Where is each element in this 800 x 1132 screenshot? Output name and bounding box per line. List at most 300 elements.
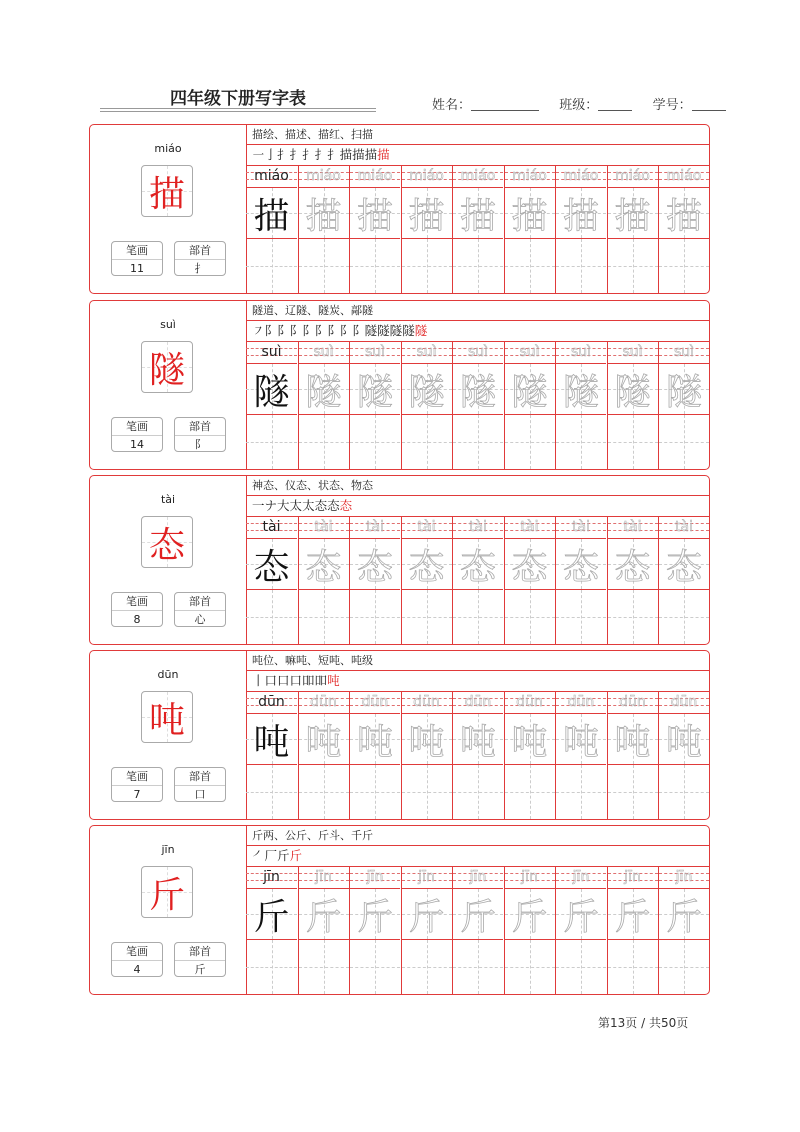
trace-pinyin: jīn bbox=[572, 869, 590, 885]
blank-practice-box[interactable] bbox=[505, 590, 555, 644]
trace-char: 态 bbox=[614, 546, 651, 588]
trace-char: 斤 bbox=[614, 896, 651, 938]
stroke-step: 吅 bbox=[302, 673, 315, 688]
practice-cell[interactable] bbox=[555, 341, 606, 469]
trace-pinyin: dūn bbox=[413, 694, 440, 710]
char-display: 隧 bbox=[148, 349, 185, 391]
blank-practice-box[interactable] bbox=[608, 940, 658, 994]
page-counter: 第13页 / 共50页 bbox=[598, 1016, 689, 1030]
practice-cell[interactable] bbox=[298, 165, 349, 293]
model-pinyin: miáo bbox=[254, 168, 289, 184]
trace-pinyin: suì bbox=[467, 344, 489, 360]
trace-char: 态 bbox=[356, 546, 393, 588]
practice-cell[interactable] bbox=[607, 866, 658, 994]
stroke-step: 阝 bbox=[339, 323, 353, 338]
tian-grid bbox=[505, 187, 555, 239]
char-info-panel bbox=[90, 476, 247, 644]
tian-grid bbox=[556, 713, 606, 765]
practice-panel bbox=[246, 476, 709, 644]
stroke-step: 隧 bbox=[402, 323, 415, 338]
trace-char: 态 bbox=[665, 546, 702, 588]
blank-practice-box[interactable] bbox=[608, 415, 658, 469]
number-field[interactable] bbox=[692, 98, 726, 111]
example-words: 神态、仪态、状态、物态 bbox=[246, 476, 709, 496]
tian-grid bbox=[608, 363, 658, 415]
trace-pinyin: miáo bbox=[409, 168, 444, 184]
trace-char: 吨 bbox=[562, 721, 599, 763]
practice-cell[interactable] bbox=[401, 691, 452, 819]
trace-char: 吨 bbox=[459, 721, 496, 763]
trace-pinyin: dūn bbox=[619, 694, 646, 710]
char-info-panel bbox=[90, 301, 247, 469]
radical-label: 部首 bbox=[175, 943, 225, 961]
blank-practice-box[interactable] bbox=[453, 940, 503, 994]
tian-grid bbox=[556, 187, 606, 239]
example-words: 隧道、辽隧、隧炭、鄗隧 bbox=[246, 301, 709, 321]
blank-practice-box[interactable] bbox=[453, 765, 503, 819]
tian-grid bbox=[453, 363, 503, 415]
practice-cell[interactable] bbox=[401, 165, 452, 293]
stroke-step: 阝 bbox=[314, 323, 328, 338]
tian-grid bbox=[608, 713, 658, 765]
tian-grid bbox=[659, 187, 709, 239]
tian-grid bbox=[246, 187, 297, 239]
model-pinyin: tài bbox=[262, 519, 281, 535]
practice-cell[interactable] bbox=[246, 165, 297, 293]
radical-value: 心 bbox=[194, 613, 206, 626]
blank-practice-box[interactable] bbox=[350, 415, 400, 469]
stroke-step: 口 bbox=[277, 673, 290, 688]
char-display: 态 bbox=[148, 524, 185, 566]
tian-grid bbox=[350, 187, 400, 239]
radical-box bbox=[174, 767, 226, 802]
blank-practice-box[interactable] bbox=[402, 239, 452, 293]
stroke-step: 态 bbox=[327, 498, 340, 513]
trace-char: 隧 bbox=[305, 371, 342, 413]
practice-cell[interactable] bbox=[658, 516, 709, 644]
practice-cell[interactable] bbox=[246, 691, 297, 819]
tian-grid bbox=[556, 888, 606, 940]
stroke-step: 描 bbox=[352, 147, 365, 162]
blank-practice-box[interactable] bbox=[246, 415, 297, 469]
char-display: 描 bbox=[148, 173, 185, 215]
char-pinyin: suì bbox=[160, 318, 176, 331]
blank-practice-box[interactable] bbox=[402, 940, 452, 994]
char-card bbox=[89, 124, 710, 294]
stroke-step: 扌 bbox=[302, 147, 315, 162]
tian-grid bbox=[608, 888, 658, 940]
strokes-value: 4 bbox=[133, 963, 141, 976]
stroke-step: 阝 bbox=[264, 323, 278, 338]
tian-grid bbox=[246, 888, 297, 940]
stroke-step: 隧 bbox=[377, 323, 390, 338]
radical-value: 斤 bbox=[194, 963, 206, 976]
blank-practice-box[interactable] bbox=[402, 590, 452, 644]
example-words: 吨位、嘛吨、短吨、吨级 bbox=[246, 651, 709, 671]
blank-practice-box[interactable] bbox=[350, 940, 400, 994]
strokes-box bbox=[111, 241, 163, 276]
title-underline-2 bbox=[100, 111, 376, 112]
practice-cell[interactable] bbox=[349, 516, 400, 644]
stroke-order bbox=[246, 670, 709, 692]
practice-cell[interactable] bbox=[298, 341, 349, 469]
practice-panel bbox=[246, 301, 709, 469]
blank-practice-box[interactable] bbox=[453, 590, 503, 644]
tian-grid bbox=[505, 538, 555, 590]
stroke-step: 厂 bbox=[264, 848, 278, 863]
tian-grid bbox=[556, 538, 606, 590]
stroke-step: 扌 bbox=[277, 147, 290, 162]
practice-grid bbox=[246, 691, 709, 820]
practice-cell[interactable] bbox=[349, 866, 400, 994]
trace-char: 隧 bbox=[459, 371, 496, 413]
practice-cell[interactable] bbox=[452, 341, 503, 469]
practice-cell[interactable] bbox=[298, 866, 349, 994]
stroke-step: 阝 bbox=[289, 323, 303, 338]
trace-char: 斤 bbox=[562, 896, 599, 938]
radical-box bbox=[174, 592, 226, 627]
blank-practice-box[interactable] bbox=[350, 590, 400, 644]
trace-char: 隧 bbox=[408, 371, 445, 413]
char-display: 斤 bbox=[148, 874, 185, 916]
practice-cell[interactable] bbox=[658, 866, 709, 994]
trace-pinyin: suì bbox=[673, 344, 695, 360]
trace-pinyin: tài bbox=[675, 519, 693, 535]
trace-char: 斤 bbox=[459, 896, 496, 938]
practice-cell[interactable] bbox=[504, 866, 555, 994]
practice-grid bbox=[246, 165, 709, 294]
trace-char: 描 bbox=[562, 195, 599, 237]
tian-grid bbox=[299, 363, 349, 415]
radical-box bbox=[174, 241, 226, 276]
char-info-panel bbox=[90, 826, 247, 994]
trace-pinyin: tài bbox=[623, 519, 642, 535]
blank-practice-box[interactable] bbox=[299, 765, 349, 819]
practice-cell[interactable] bbox=[555, 866, 606, 994]
practice-cell[interactable] bbox=[401, 516, 452, 644]
model-char: 斤 bbox=[253, 896, 290, 938]
tian-grid bbox=[299, 713, 349, 765]
practice-cell[interactable] bbox=[658, 691, 709, 819]
radical-value: 扌 bbox=[194, 262, 206, 275]
trace-char: 描 bbox=[459, 195, 496, 237]
stroke-step: 阝 bbox=[327, 323, 340, 338]
strokes-value: 11 bbox=[130, 262, 144, 275]
stroke-step: 描 bbox=[339, 147, 353, 162]
stroke-step: 隧 bbox=[389, 323, 403, 338]
blank-practice-box[interactable] bbox=[556, 239, 606, 293]
strokes-label: 笔画 bbox=[112, 242, 162, 260]
trace-pinyin: tài bbox=[417, 519, 436, 535]
title-underline bbox=[100, 108, 376, 109]
blank-practice-box[interactable] bbox=[246, 940, 297, 994]
trace-pinyin: jīn bbox=[366, 869, 384, 885]
trace-char: 隧 bbox=[665, 371, 702, 413]
tian-grid bbox=[299, 187, 349, 239]
trace-char: 斤 bbox=[305, 896, 342, 938]
trace-pinyin: jīn bbox=[315, 869, 332, 885]
trace-pinyin: dūn bbox=[464, 694, 492, 710]
blank-practice-box[interactable] bbox=[608, 590, 658, 644]
trace-pinyin: dūn bbox=[310, 694, 337, 710]
char-display-box bbox=[141, 165, 193, 217]
strokes-value: 7 bbox=[133, 788, 141, 801]
radical-value: 口 bbox=[194, 788, 206, 801]
trace-pinyin: suì bbox=[622, 344, 643, 360]
blank-practice-box[interactable] bbox=[659, 590, 709, 644]
practice-panel bbox=[246, 826, 709, 994]
practice-cell[interactable] bbox=[555, 516, 606, 644]
class-field[interactable] bbox=[598, 98, 632, 111]
blank-practice-box[interactable] bbox=[505, 239, 555, 293]
tian-grid bbox=[350, 363, 400, 415]
trace-pinyin: dūn bbox=[670, 694, 698, 710]
trace-char: 吨 bbox=[665, 721, 702, 763]
trace-char: 斤 bbox=[408, 896, 445, 938]
model-pinyin: dūn bbox=[258, 694, 285, 710]
blank-practice-box[interactable] bbox=[246, 590, 297, 644]
practice-cell[interactable] bbox=[349, 691, 400, 819]
practice-cell[interactable] bbox=[246, 341, 297, 469]
model-char: 吨 bbox=[253, 721, 290, 763]
blank-practice-box[interactable] bbox=[402, 415, 452, 469]
practice-cell[interactable] bbox=[658, 165, 709, 293]
practice-cell[interactable] bbox=[504, 691, 555, 819]
char-pinyin: dūn bbox=[157, 668, 179, 681]
trace-char: 斤 bbox=[665, 896, 702, 938]
practice-cell[interactable] bbox=[658, 341, 709, 469]
tian-grid bbox=[453, 713, 503, 765]
stroke-step: 口 bbox=[289, 673, 303, 688]
char-card bbox=[89, 300, 710, 470]
trace-char: 态 bbox=[562, 546, 599, 588]
stroke-step: 阝 bbox=[277, 323, 290, 338]
trace-char: 态 bbox=[459, 546, 496, 588]
blank-practice-box[interactable] bbox=[453, 239, 503, 293]
trace-pinyin: jīn bbox=[521, 869, 538, 885]
tian-grid bbox=[659, 363, 709, 415]
model-pinyin: jīn bbox=[263, 869, 280, 885]
blank-practice-box[interactable] bbox=[659, 415, 709, 469]
char-card bbox=[89, 825, 710, 995]
trace-char: 吨 bbox=[614, 721, 651, 763]
stroke-step: 吨 bbox=[327, 673, 340, 688]
blank-practice-box[interactable] bbox=[505, 765, 555, 819]
stroke-step: 大 bbox=[277, 498, 290, 513]
trace-char: 吨 bbox=[305, 721, 342, 763]
trace-char: 隧 bbox=[562, 371, 599, 413]
example-words: 描绘、描述、描红、扫描 bbox=[246, 125, 709, 145]
strokes-value: 14 bbox=[130, 438, 144, 451]
trace-char: 吨 bbox=[511, 721, 548, 763]
stroke-step: 丨 bbox=[252, 673, 265, 688]
tian-grid bbox=[299, 888, 349, 940]
tian-grid bbox=[246, 363, 297, 415]
tian-grid bbox=[505, 713, 555, 765]
tian-grid bbox=[402, 363, 452, 415]
char-display-box bbox=[141, 516, 193, 568]
tian-grid bbox=[505, 363, 555, 415]
blank-practice-box[interactable] bbox=[246, 765, 297, 819]
blank-practice-box[interactable] bbox=[402, 765, 452, 819]
trace-pinyin: miáo bbox=[512, 168, 547, 184]
blank-practice-box[interactable] bbox=[299, 590, 349, 644]
practice-cell[interactable] bbox=[401, 866, 452, 994]
trace-pinyin: miáo bbox=[615, 168, 650, 184]
blank-practice-box[interactable] bbox=[505, 415, 555, 469]
stroke-step: 亅 bbox=[264, 147, 278, 162]
tian-grid bbox=[453, 538, 503, 590]
tian-grid bbox=[402, 538, 452, 590]
trace-char: 态 bbox=[408, 546, 445, 588]
practice-grid bbox=[246, 341, 709, 470]
practice-cell[interactable] bbox=[349, 341, 400, 469]
trace-char: 斤 bbox=[356, 896, 393, 938]
strokes-box bbox=[111, 417, 163, 452]
stroke-step: 态 bbox=[339, 498, 353, 513]
stroke-step: 太 bbox=[289, 498, 303, 513]
practice-cell[interactable] bbox=[452, 516, 503, 644]
tian-grid bbox=[402, 713, 452, 765]
strokes-label: 笔画 bbox=[112, 593, 162, 611]
blank-practice-box[interactable] bbox=[608, 765, 658, 819]
tian-grid bbox=[453, 888, 503, 940]
model-char: 隧 bbox=[253, 371, 290, 413]
tian-grid bbox=[350, 538, 400, 590]
blank-practice-box[interactable] bbox=[556, 940, 606, 994]
tian-grid bbox=[505, 888, 555, 940]
blank-practice-box[interactable] bbox=[556, 590, 606, 644]
trace-pinyin: suì bbox=[364, 344, 386, 360]
blank-practice-box[interactable] bbox=[299, 940, 349, 994]
stroke-step: 口 bbox=[264, 673, 278, 688]
stroke-step: 描 bbox=[364, 147, 378, 162]
model-char: 描 bbox=[253, 195, 290, 237]
blank-practice-box[interactable] bbox=[608, 239, 658, 293]
blank-practice-box[interactable] bbox=[659, 239, 709, 293]
stroke-step: 斤 bbox=[277, 848, 290, 863]
practice-grid bbox=[246, 866, 709, 995]
trace-char: 描 bbox=[305, 195, 342, 237]
trace-char: 吨 bbox=[356, 721, 393, 763]
tian-grid bbox=[402, 888, 452, 940]
blank-practice-box[interactable] bbox=[299, 239, 349, 293]
stroke-step: 一 bbox=[252, 498, 265, 513]
blank-practice-box[interactable] bbox=[556, 415, 606, 469]
trace-char: 描 bbox=[614, 195, 651, 237]
stroke-step: ㇒ bbox=[252, 848, 265, 863]
tian-grid bbox=[608, 187, 658, 239]
radical-box bbox=[174, 417, 226, 452]
practice-cell[interactable] bbox=[607, 341, 658, 469]
radical-label: 部首 bbox=[175, 418, 225, 436]
tian-grid bbox=[453, 187, 503, 239]
stroke-step: 扌 bbox=[289, 147, 303, 162]
blank-practice-box[interactable] bbox=[556, 765, 606, 819]
stroke-step: 太 bbox=[302, 498, 315, 513]
practice-cell[interactable] bbox=[298, 516, 349, 644]
blank-practice-box[interactable] bbox=[659, 765, 709, 819]
trace-pinyin: jīn bbox=[418, 869, 435, 885]
practice-cell[interactable] bbox=[607, 516, 658, 644]
practice-cell[interactable] bbox=[452, 165, 503, 293]
stroke-order bbox=[246, 320, 709, 342]
trace-char: 态 bbox=[511, 546, 548, 588]
practice-panel bbox=[246, 125, 709, 293]
practice-cell[interactable] bbox=[555, 165, 606, 293]
stroke-step: 扌 bbox=[327, 147, 340, 162]
practice-cell[interactable] bbox=[246, 866, 297, 994]
blank-practice-box[interactable] bbox=[505, 940, 555, 994]
trace-pinyin: tài bbox=[314, 519, 333, 535]
trace-pinyin: miáo bbox=[563, 168, 599, 184]
trace-char: 隧 bbox=[614, 371, 651, 413]
trace-char: 描 bbox=[665, 195, 702, 237]
stroke-step: ㇐ bbox=[252, 147, 265, 162]
stroke-order bbox=[246, 144, 709, 166]
blank-practice-box[interactable] bbox=[246, 239, 297, 293]
practice-panel bbox=[246, 651, 709, 819]
practice-cell[interactable] bbox=[452, 691, 503, 819]
practice-cell[interactable] bbox=[401, 341, 452, 469]
radical-value: 阝 bbox=[194, 438, 206, 451]
trace-pinyin: suì bbox=[570, 344, 592, 360]
practice-cell[interactable] bbox=[555, 691, 606, 819]
practice-cell[interactable] bbox=[298, 691, 349, 819]
practice-cell[interactable] bbox=[349, 165, 400, 293]
name-field[interactable] bbox=[471, 98, 539, 111]
trace-pinyin: miáo bbox=[306, 168, 341, 184]
trace-char: 斤 bbox=[511, 896, 548, 938]
tian-grid bbox=[350, 713, 400, 765]
blank-practice-box[interactable] bbox=[659, 940, 709, 994]
char-card bbox=[89, 650, 710, 820]
tian-grid bbox=[608, 538, 658, 590]
trace-pinyin: miáo bbox=[460, 168, 496, 184]
practice-cell[interactable] bbox=[504, 165, 555, 293]
practice-cell[interactable] bbox=[607, 165, 658, 293]
blank-practice-box[interactable] bbox=[350, 765, 400, 819]
tian-grid bbox=[659, 888, 709, 940]
practice-cell[interactable] bbox=[452, 866, 503, 994]
trace-char: 吨 bbox=[408, 721, 445, 763]
strokes-box bbox=[111, 942, 163, 977]
stroke-step: ナ bbox=[264, 498, 278, 513]
trace-pinyin: jīn bbox=[469, 869, 487, 885]
tian-grid bbox=[556, 363, 606, 415]
practice-cell[interactable] bbox=[504, 341, 555, 469]
strokes-box bbox=[111, 592, 163, 627]
class-label: 班级： bbox=[559, 98, 599, 113]
name-label: 姓名： bbox=[432, 98, 472, 113]
stroke-step: 态 bbox=[314, 498, 328, 513]
tian-grid bbox=[659, 713, 709, 765]
char-card bbox=[89, 475, 710, 645]
stroke-order bbox=[246, 495, 709, 517]
blank-practice-box[interactable] bbox=[453, 415, 503, 469]
blank-practice-box[interactable] bbox=[299, 415, 349, 469]
strokes-box bbox=[111, 767, 163, 802]
practice-cell[interactable] bbox=[607, 691, 658, 819]
practice-cell[interactable] bbox=[246, 516, 297, 644]
practice-cell[interactable] bbox=[504, 516, 555, 644]
trace-pinyin: suì bbox=[313, 344, 334, 360]
radical-label: 部首 bbox=[175, 593, 225, 611]
stroke-step: 隧 bbox=[364, 323, 378, 338]
stroke-step: 阝 bbox=[352, 323, 365, 338]
blank-practice-box[interactable] bbox=[350, 239, 400, 293]
student-info bbox=[432, 94, 726, 113]
